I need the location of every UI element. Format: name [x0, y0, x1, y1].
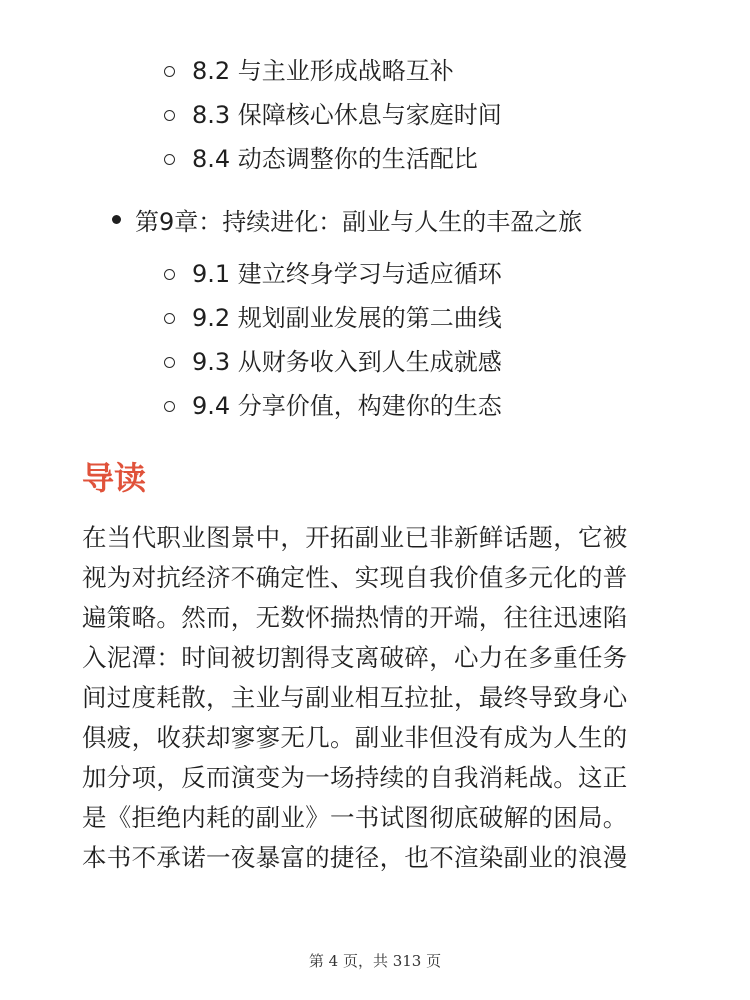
list-item	[160, 296, 502, 340]
subsection-label: 8.3 保障核心休息与家庭时间	[192, 101, 502, 129]
chapter8-subsection-list	[160, 49, 502, 181]
list-item	[160, 93, 502, 137]
list-item	[160, 49, 502, 93]
chapter-title: 第9章：持续进化：副业与人生的丰盈之旅	[135, 207, 583, 236]
subsection-label: 9.4 分享价值，构建你的生态	[192, 392, 502, 420]
chapter9-subsection-list	[160, 252, 502, 428]
paragraph-line: 俱疲，收获却寥寥无几。副业非但没有成为人生的	[82, 723, 628, 752]
list-item	[160, 340, 502, 384]
paragraph-line: 间过度耗散，主业与副业相互拉扯，最终导致身心	[82, 683, 628, 712]
section-heading: 导读	[82, 459, 147, 497]
list-item	[160, 384, 502, 428]
subsection-label: 9.3 从财务收入到人生成就感	[192, 348, 502, 376]
paragraph-line: 是《拒绝内耗的副业》一书试图彻底破解的困局。	[82, 803, 628, 832]
page-number-footer: 第 4 页，共 313 页	[308, 952, 442, 970]
circle-bullet-icon	[164, 357, 175, 368]
list-item	[160, 137, 502, 181]
paragraph-line: 入泥潭：时间被切割得支离破碎，心力在多重任务	[82, 643, 628, 672]
list-item	[160, 252, 502, 296]
paragraph-line: 加分项，反而演变为一场持续的自我消耗战。这正	[82, 763, 628, 792]
circle-bullet-icon	[164, 66, 175, 77]
chapter-9-item	[112, 197, 582, 241]
circle-bullet-icon	[164, 110, 175, 121]
subsection-label: 9.1 建立终身学习与适应循环	[192, 260, 502, 288]
paragraph-line: 在当代职业图景中，开拓副业已非新鲜话题，它被	[82, 523, 628, 552]
paragraph-line: 遍策略。然而，无数怀揣热情的开端，往往迅速陷	[82, 603, 628, 632]
subsection-label: 8.2 与主业形成战略互补	[192, 57, 454, 85]
circle-bullet-icon	[164, 313, 175, 324]
paragraph-line: 本书不承诺一夜暴富的捷径，也不渲染副业的浪漫	[82, 843, 628, 872]
circle-bullet-icon	[164, 154, 175, 165]
paragraph-line: 视为对抗经济不确定性、实现自我价值多元化的普	[82, 563, 628, 592]
filled-bullet-icon	[112, 215, 121, 224]
circle-bullet-icon	[164, 269, 175, 280]
subsection-label: 9.2 规划副业发展的第二曲线	[192, 304, 502, 332]
circle-bullet-icon	[164, 401, 175, 412]
subsection-label: 8.4 动态调整你的生活配比	[192, 145, 478, 173]
body-paragraph	[82, 518, 672, 878]
